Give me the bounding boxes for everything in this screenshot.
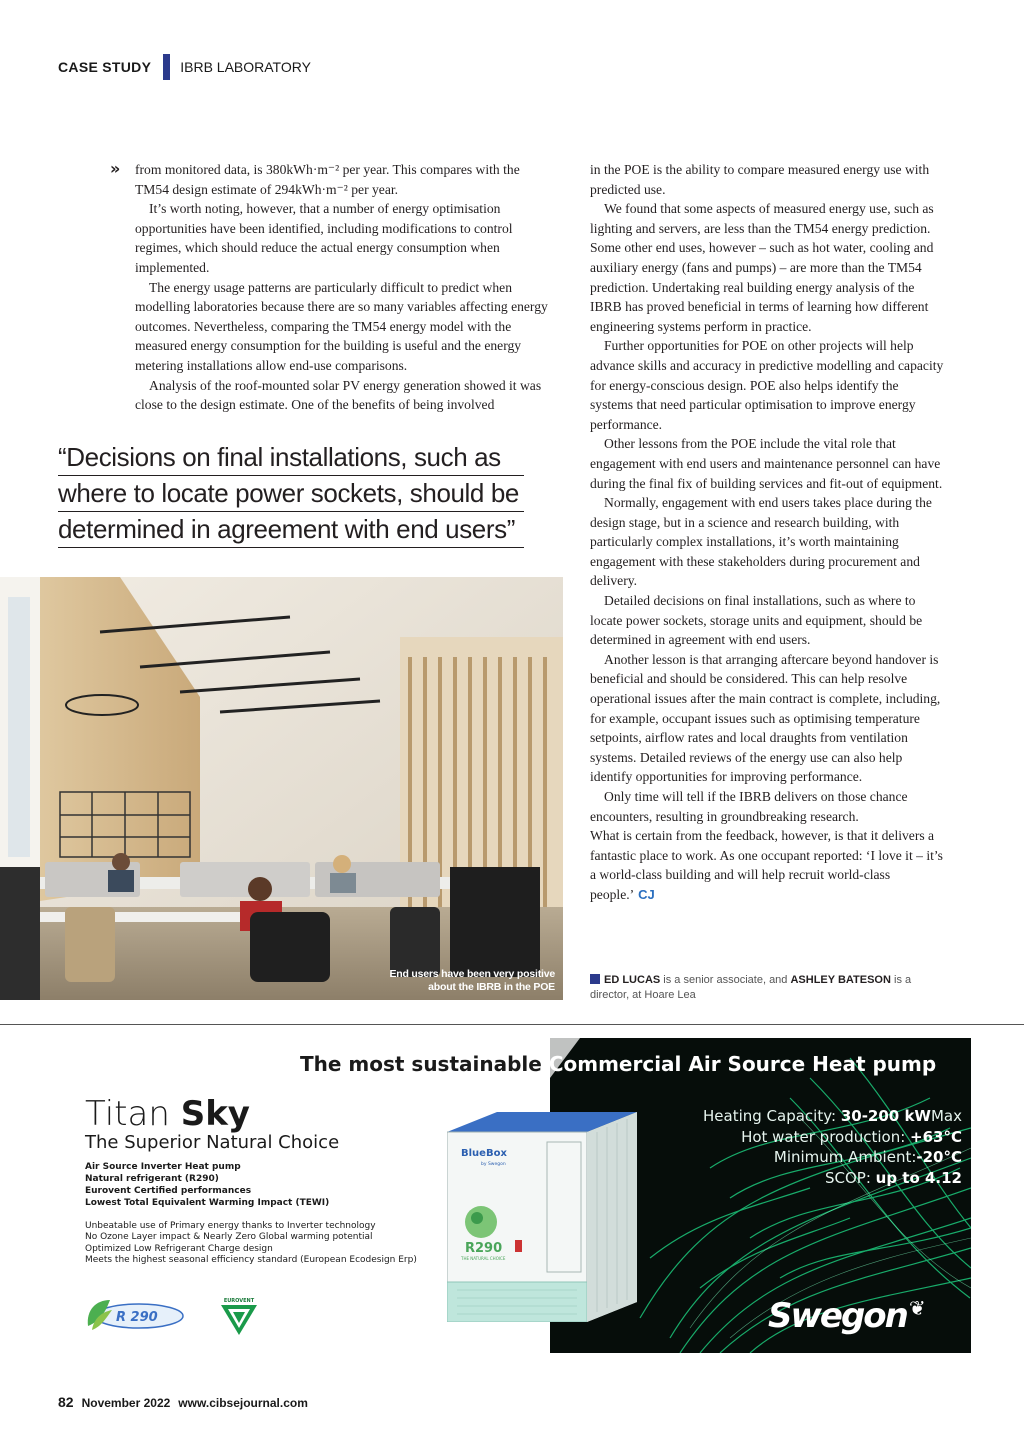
page-number: 82 [58,1394,74,1410]
photo-caption [389,968,555,994]
spec-label: SCOP: [824,1168,876,1187]
product-features [85,1161,329,1209]
spec-row [703,1168,962,1189]
spec-value: up to 4.12 [875,1168,962,1187]
spec-value: -20°C [916,1148,962,1166]
paragraph-final [590,826,944,904]
paragraph: Another lesson is that arranging aftercare beyond handover is beneficial and should be considered. This can help resolve operational issues after the main contract is complete, including, for example, occupant issues such as optimising temperature setpoints, airflow rates and local draughts from ventilation systems. Detailed reviews of the energy use can also help identify opportunities for improving performance. [590,651,941,785]
paragraph: It’s worth noting, however, that a number of energy optimisation opportunities have been identified, including modifications to control regimes, which should reduce the actual energy consumption when implemented. [135,201,513,275]
paragraph: Normally, engagement with end users takes place during the design stage, but in a science and research building, with particularly complex installations, it’s worth maintaining engagement with these stakeholders during procurement and delivery. [590,495,932,589]
paragraph: Analysis of the roof-mounted solar PV energy generation showed it was close to the design estimate. One of the benefits of being involved [135,377,542,413]
spec-row [703,1147,962,1168]
heat-pump-unit-image [447,1112,637,1322]
feature-item: Natural refrigerant (R290) [85,1174,219,1184]
end-mark: CJ [638,886,655,902]
section-label: CASE STUDY [58,59,152,75]
description-item: No Ozone Layer impact & Nearly Zero Global warming potential [85,1232,373,1243]
spec-row [703,1127,962,1148]
r290-logo-text: R 290 [116,1310,158,1325]
paragraph: Detailed decisions on final installations, such as where to locate power sockets, storage units and equipment, should be determined in agreement with end users. [590,593,923,648]
article-column-right [590,160,944,905]
pull-quote-line: where to locate power sockets, should be [58,476,524,512]
byline-square-icon [590,974,600,984]
paragraph: Further opportunities for POE on other projects will help advance skills and accuracy in predictive modelling and capacity for energy-conscious design. POE also helps identify the systems that need particular optimisation to improve energy performance. [590,338,944,432]
advert-headline-light: Commercial Air Source Heat pump [541,1052,937,1076]
swegon-logo [768,1296,924,1336]
paragraph: Other lessons from the POE include the vital role that engagement with end users and maintenance personnel can have during the final fix of building services and fit-out of equipment. [590,436,943,491]
author-byline [590,973,950,1003]
spec-value: +63°C [910,1127,962,1146]
product-r290-sub: THE NATURAL CHOICE [461,1256,506,1261]
office-interior-image [0,577,563,1000]
spec-label: Heating Capacity: [703,1107,841,1125]
pull-quote-line: “Decisions on final installations, such as [58,440,524,476]
spec-value: 30-200 kW [840,1107,931,1125]
author-name: ASHLEY BATESON [790,974,891,986]
journal-url[interactable]: www.cibsejournal.com [178,1396,308,1410]
paragraph: Only time will tell if the IBRB delivers on those chance encounters, resulting in groundbreaking research. [590,789,908,824]
office-photo [0,577,563,1000]
paragraph: We found that some aspects of measured energy use, such as lighting and servers, are less than the TM54 energy prediction. Some other end uses, however – such as hot water, cooling and auxiliary energy (fans and pumps) – are more than the TM54 prediction. Undertaking real building energy analysis of the IBRB has proved beneficial in terms of learning how different engineering systems perform in practice. [590,201,934,334]
description-item: Unbeatable use of Primary energy thanks to Inverter technology [85,1221,376,1231]
spec-row [703,1106,962,1127]
pull-quote-line: determined in agreement with end users” [58,512,524,548]
photo-caption-line: about the IBRB in the POE [428,981,555,993]
spec-suffix: Max [930,1107,962,1125]
pull-quote [58,440,524,548]
paragraph-final-text: What is certain from the feedback, however, is that it delivers a fantastic place to work. As one occupant reported: ‘I love it – it’s a world-class building and will help recruit world-class people.’ [590,828,943,902]
product-descriptions [85,1221,417,1267]
issue-date: November 2022 [81,1396,171,1410]
product-title-bold: Sky [180,1094,250,1134]
feature-item: Eurovent Certified performances [85,1186,252,1196]
advert-headline-dark: The most sustainable [300,1052,542,1076]
divider-rule [0,1024,1024,1025]
paragraph: in the POE is the ability to compare measured energy use with predicted use. [590,162,930,197]
leaf-icon: ❦ [908,1296,924,1320]
description-item: Meets the highest seasonal efficiency standard (European Ecodesign Erp) [85,1255,417,1266]
eurovent-logo-text: EUROVENT [223,1298,255,1304]
eurovent-logo [218,1296,260,1336]
feature-item: Air Source Inverter Heat pump [85,1162,241,1172]
advert-headline [300,1052,936,1076]
product-title [85,1094,250,1134]
continuation-chevron-icon: » [110,159,121,178]
product-red-switch [515,1240,522,1252]
running-header [58,54,311,80]
byline-text: is a senior associate, and [660,974,791,986]
article-column-left [135,160,553,415]
product-title-light: Titan [85,1094,181,1134]
spec-label: Minimum Ambient: [773,1148,917,1166]
swegon-logo-text: Swegon [768,1296,907,1336]
product-specs [703,1106,962,1188]
product-subtitle: The Superior Natural Choice [85,1132,340,1153]
r290-logo [84,1296,184,1332]
product-brand-sub: by Swegon [481,1162,506,1167]
feature-item: Lowest Total Equivalent Warming Impact (TEWI) [85,1198,330,1208]
paragraph: The energy usage patterns are particularly difficult to predict when modelling laboratories because there are so many variables affecting energy outcomes. Nevertheless, comparing the TM54 energy model with the measured energy consumption for the building is useful and the energy metering installations allow end-use comparisons. [135,279,548,373]
product-brand-label: BlueBox [461,1148,507,1159]
photo-caption-line: End users have been very positive [389,968,555,980]
subsection-label: IBRB LABORATORY [180,59,311,75]
byline-text: is a director, at Hoare Lea [590,974,912,1001]
author-name: ED LUCAS [604,974,661,986]
paragraph: from monitored data, is 380kWh·m⁻² per year. This compares with the TM54 design estimate of 294kWh·m⁻² per year. [135,162,520,197]
description-item: Optimized Low Refrigerant Charge design [85,1243,273,1254]
page-footer [58,1394,308,1410]
spec-label: Hot water production: [741,1127,911,1146]
product-r290-label: R290 [465,1241,503,1256]
header-divider-bar [163,54,170,80]
